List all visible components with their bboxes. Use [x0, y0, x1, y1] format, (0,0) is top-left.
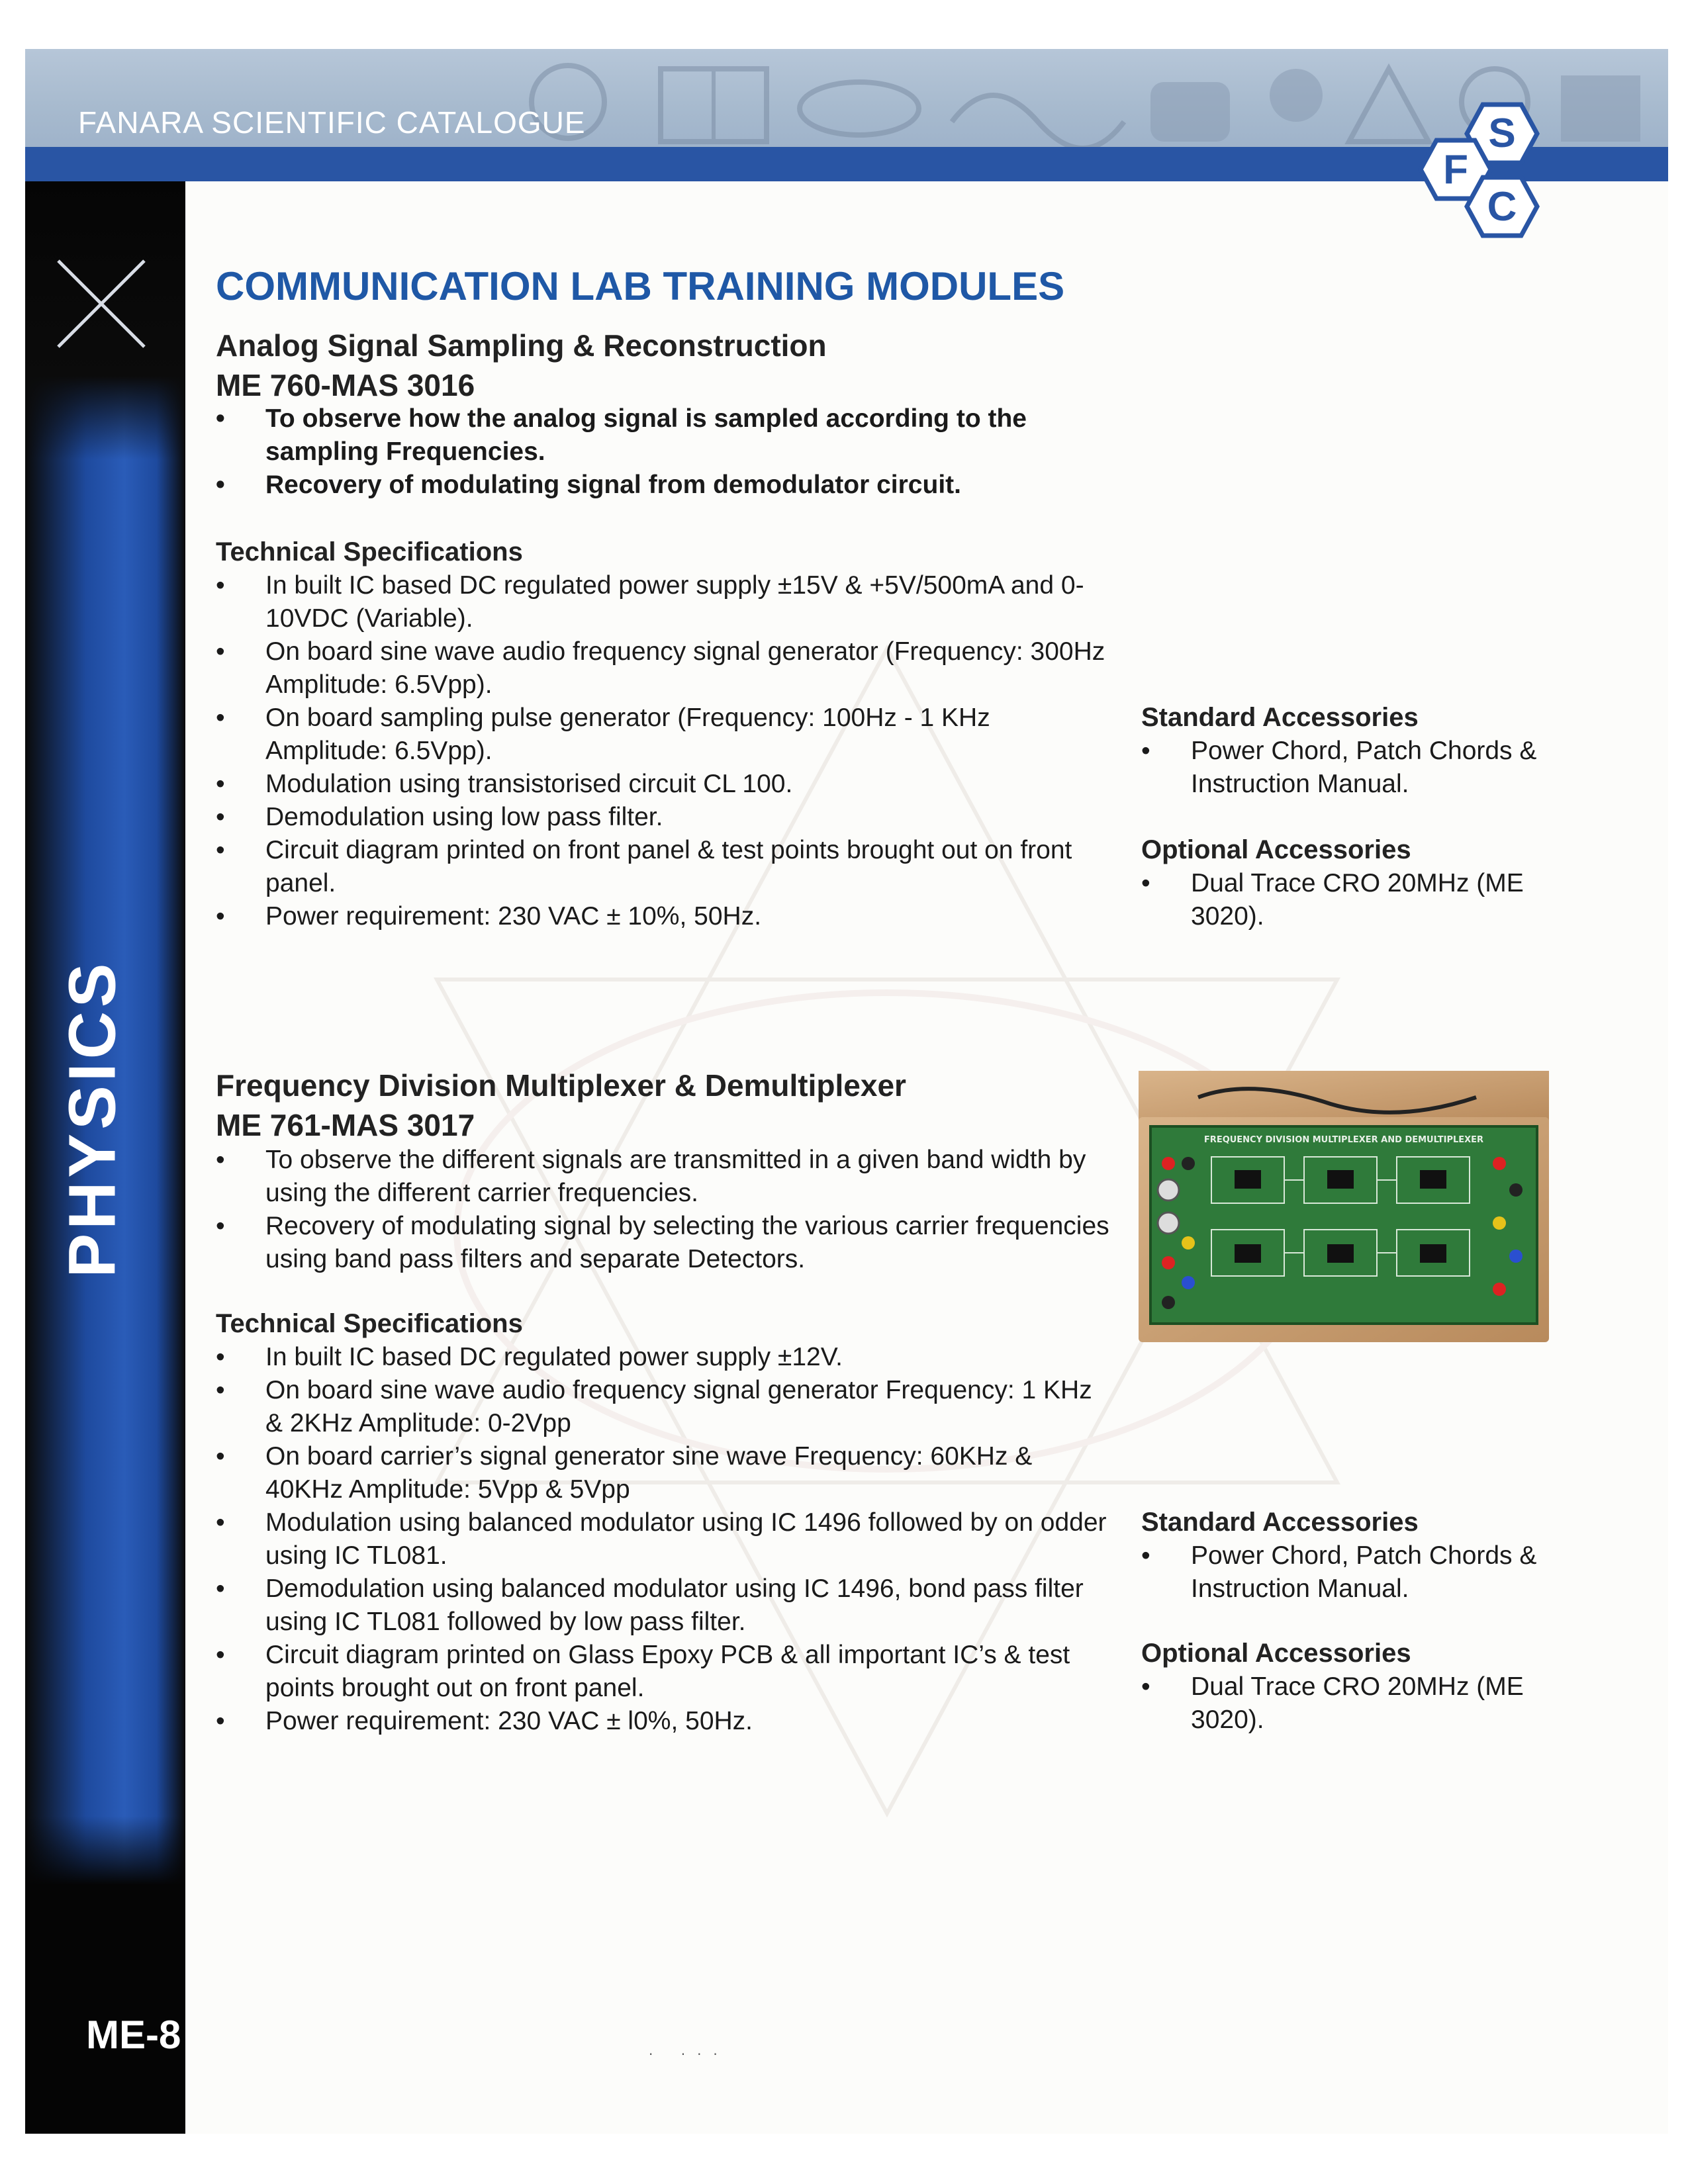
product-title: Analog Signal Sampling & Reconstruction [216, 328, 827, 363]
optional-accessories-list [1141, 867, 1565, 933]
logo-hex-c [1467, 177, 1537, 236]
list-item: • Dual Trace CRO 20MHz (ME 3020). [1141, 1670, 1565, 1737]
list-item: • On board sine wave audio frequency signal generator Frequency: 1 KHz & 2KHz Amplitude: 0-2Vpp [216, 1374, 1116, 1440]
spec-list [216, 1341, 1116, 1738]
optional-accessories-heading: Optional Accessories [1141, 1639, 1411, 1668]
product-code: ME 760-MAS 3016 [216, 368, 475, 402]
standard-accessories-heading: Standard Accessories [1141, 703, 1419, 732]
optional-accessories-heading: Optional Accessories [1141, 835, 1411, 864]
list-item: • Demodulation using low pass filter. [216, 801, 1116, 834]
list-item: • In built IC based DC regulated power supply ±12V. [216, 1341, 1116, 1374]
logo-letter-f: F [1443, 147, 1468, 193]
fsc-logo [1410, 99, 1569, 245]
optional-accessories-list [1141, 1670, 1565, 1737]
list-item: • Circuit diagram printed on front panel & test points brought out on front panel. [216, 834, 1116, 900]
footer-marks: · ··· [649, 2046, 729, 2062]
list-item: • Power Chord, Patch Chords & Instruction Manual. [1141, 1539, 1565, 1606]
list-item: • Recovery of modulating signal from demodulator circuit. [216, 469, 1143, 502]
product-title: Frequency Division Multiplexer & Demultiplexer [216, 1068, 906, 1103]
page-title: COMMUNICATION LAB TRAINING MODULES [216, 264, 1065, 308]
list-item: • Dual Trace CRO 20MHz (ME 3020). [1141, 867, 1565, 933]
list-item: • Power requirement: 230 VAC ± 10%, 50Hz. [216, 900, 1116, 933]
logo-letter-c: C [1487, 184, 1517, 230]
pcb-panel [1150, 1126, 1537, 1324]
spec-heading: Technical Specifications [216, 537, 523, 567]
standard-accessories-list [1141, 735, 1565, 801]
list-item: • Recovery of modulating signal by selecting the various carrier frequencies using band pass filters and separate Detectors. [216, 1210, 1123, 1276]
catalogue-title: FANARA SCIENTIFIC CATALOGUE [78, 105, 586, 140]
list-item: • Demodulation using balanced modulator using IC 1496, bond pass filter using IC TL081 followed by low pass filter. [216, 1572, 1116, 1639]
list-item: • Circuit diagram printed on Glass Epoxy PCB & all important IC’s & test points brought out on front panel. [216, 1639, 1116, 1705]
objectives-list [216, 402, 1143, 502]
list-item: • Modulation using transistorised circuit CL 100. [216, 768, 1116, 801]
list-item: • Power requirement: 230 VAC ± l0%, 50Hz. [216, 1705, 1116, 1738]
list-item: • To observe how the analog signal is sampled according to the sampling Frequencies. [216, 402, 1143, 469]
product-code: ME 761-MAS 3017 [216, 1108, 475, 1142]
list-item: • In built IC based DC regulated power supply ±15V & +5V/500mA and 0-10VDC (Variable). [216, 569, 1116, 635]
spec-heading: Technical Specifications [216, 1309, 523, 1338]
spec-list [216, 569, 1116, 933]
list-item: • On board carrier’s signal generator sine wave Frequency: 60KHz & 40KHz Amplitude: 5Vpp & 5Vpp [216, 1440, 1116, 1506]
list-item: • To observe the different signals are transmitted in a given band width by using the different carrier frequencies. [216, 1144, 1123, 1210]
logo-letter-s: S [1488, 111, 1516, 156]
list-item: • Power Chord, Patch Chords & Instruction Manual. [1141, 735, 1565, 801]
sidebar-cross-icon [52, 254, 151, 353]
objectives-list [216, 1144, 1123, 1276]
panel-label: FREQUENCY DIVISION MULTIPLEXER AND DEMULTIPLEXER [1203, 1135, 1484, 1145]
sidebar-bottom-shade [25, 1816, 185, 1988]
section-label: PHYSICS [55, 959, 130, 1278]
list-item: • On board sine wave audio frequency signal generator (Frequency: 300Hz Amplitude: 6.5Vpp). [216, 635, 1116, 702]
list-item: • On board sampling pulse generator (Frequency: 100Hz - 1 KHz Amplitude: 6.5Vpp). [216, 702, 1116, 768]
page-number: ME-8 [86, 2013, 181, 2057]
standard-accessories-list [1141, 1539, 1565, 1606]
product-photo-trainer-board [1139, 1071, 1549, 1342]
standard-accessories-heading: Standard Accessories [1141, 1508, 1419, 1537]
sidebar-footer [25, 1988, 185, 2134]
list-item: • Modulation using balanced modulator using IC 1496 followed by on odder using IC TL081. [216, 1506, 1116, 1572]
